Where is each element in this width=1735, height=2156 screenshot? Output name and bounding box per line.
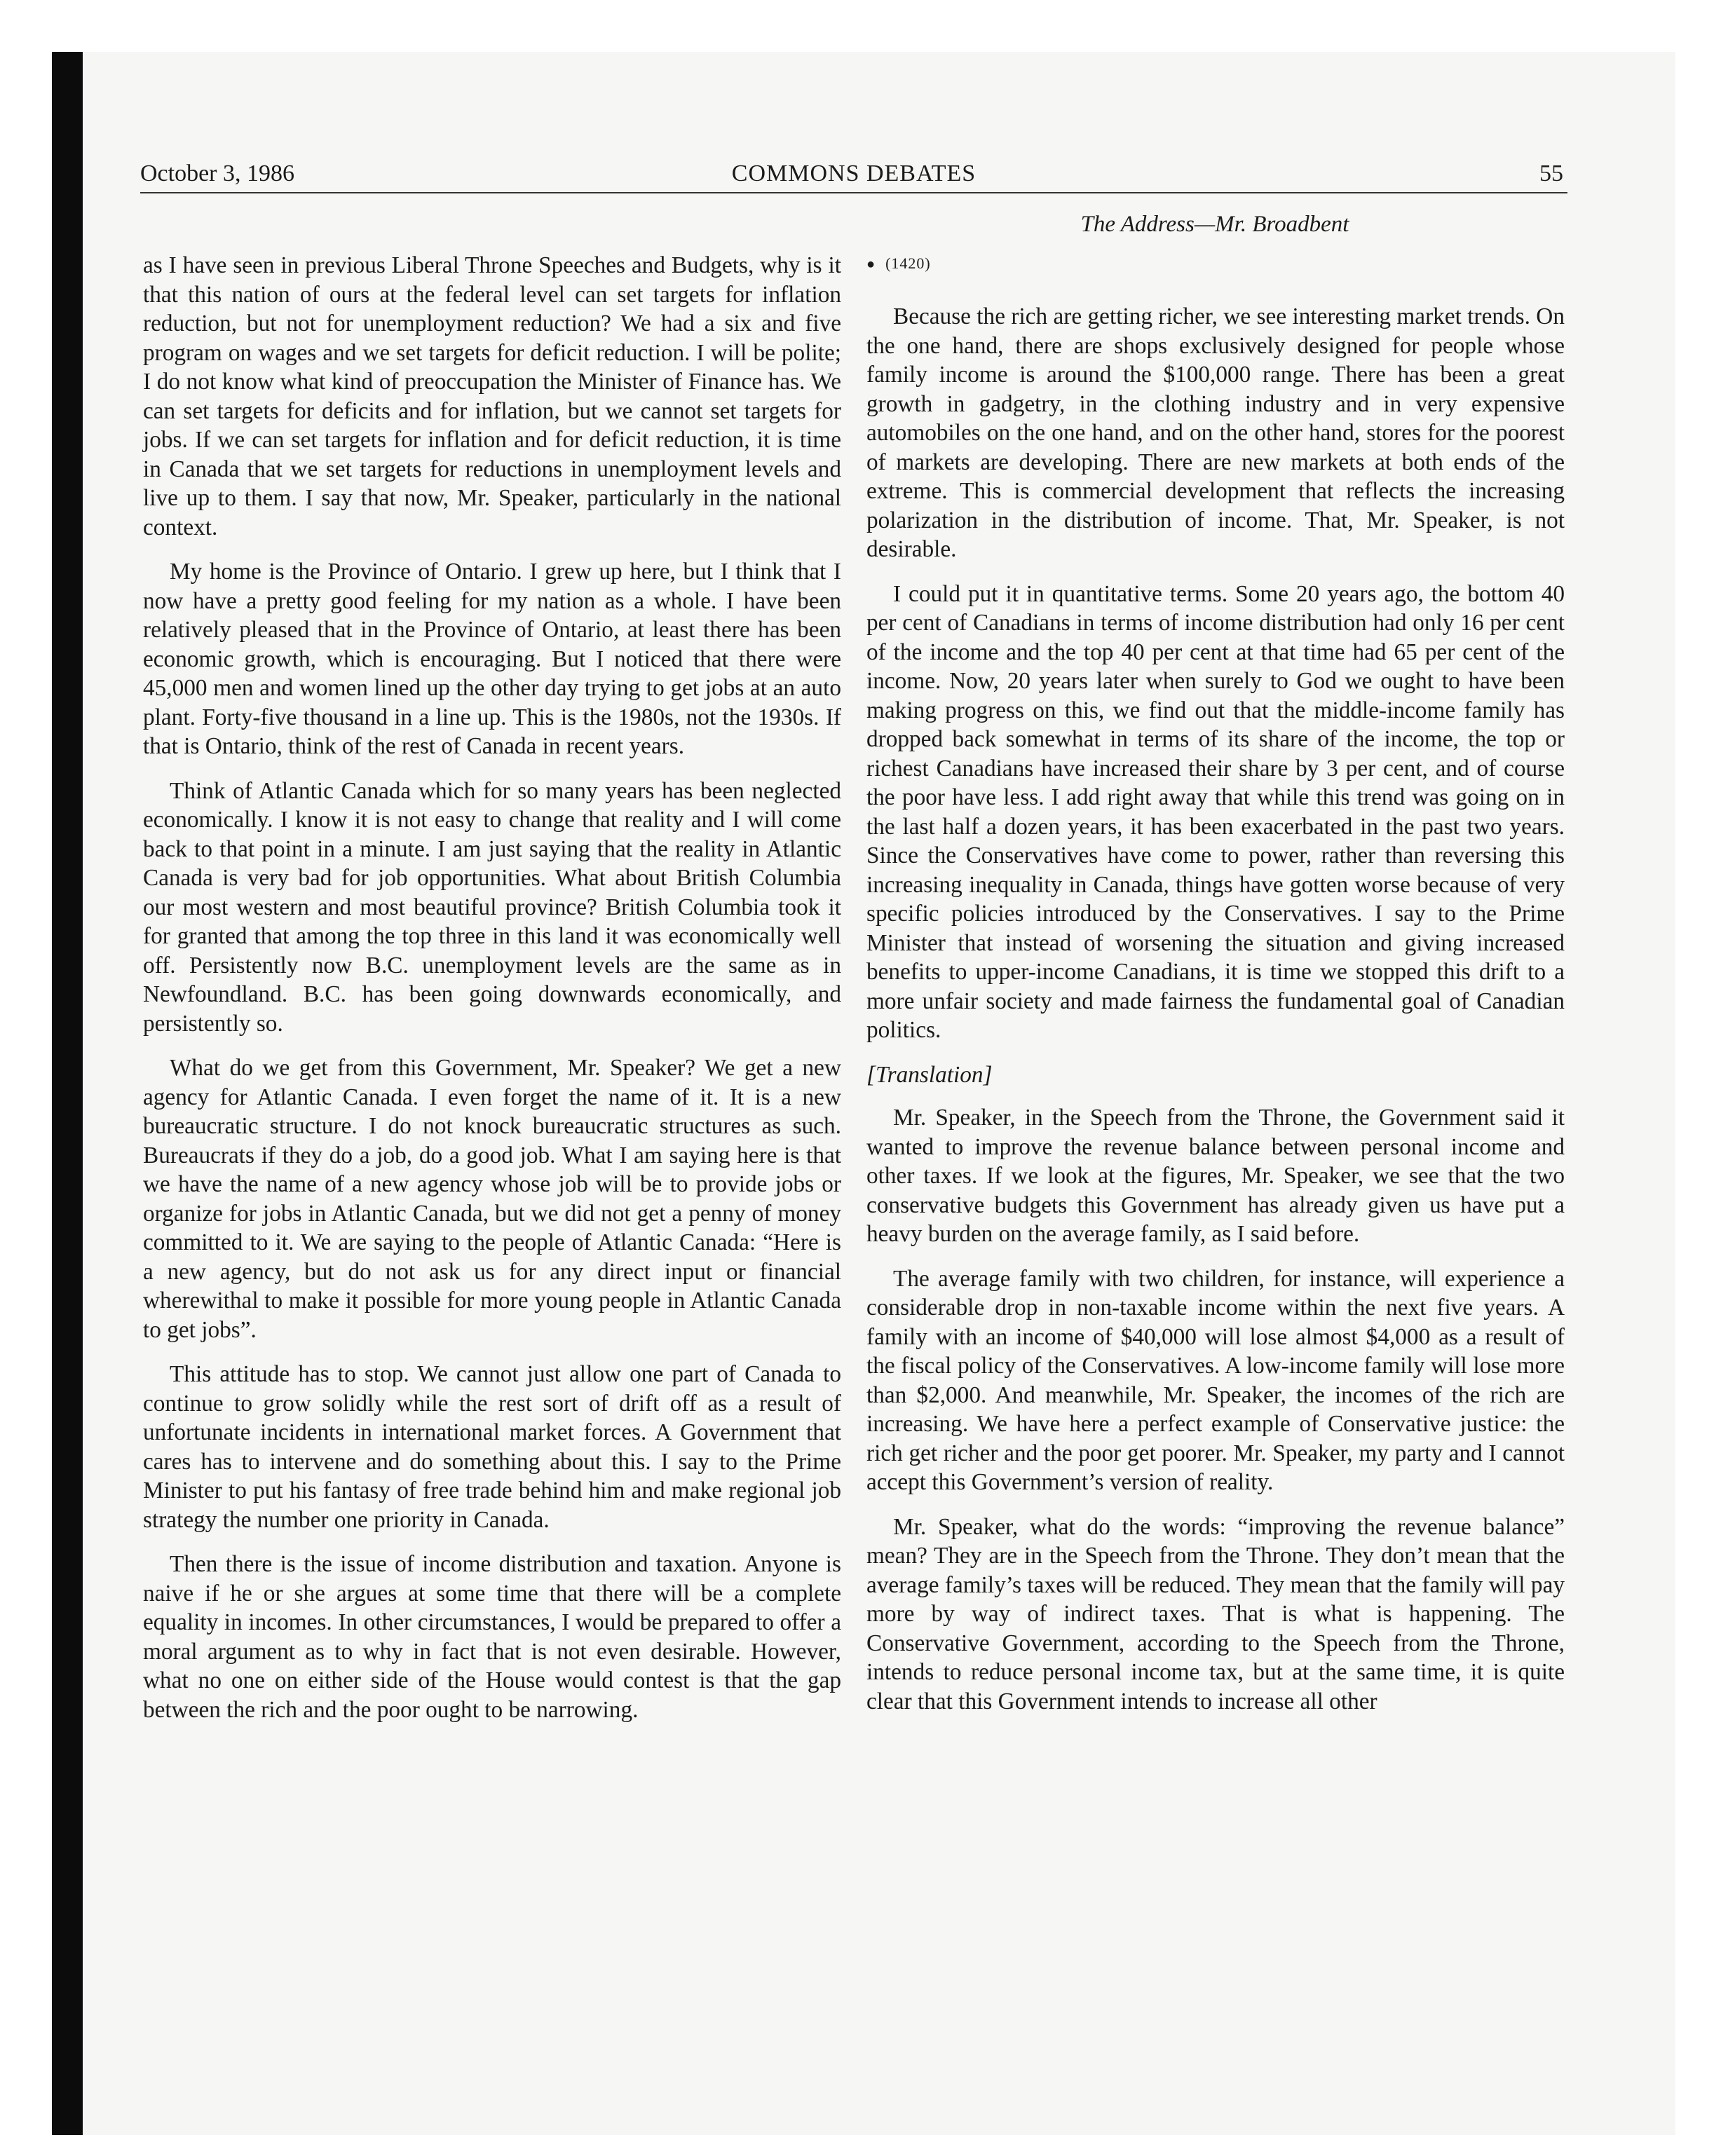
paragraph: What do we get from this Government, Mr. Speaker? We get a new agency for Atlantic Canada. I even forget the name of it. It is a new bureaucratic structure. I do not knock bureaucratic structures as such. Bureaucrats if they do a job, do a good job. What I am saying here is that we have the name of a new agency whose job will be to provide jobs or organize for jobs in Atlantic Canada, but we did not get a penny of money committed to it. We are saying to the people of Atlantic Canada: “Here is a new agency, but do not ask us for any direct input or financial wherewithal to make it possible for more young people in Atlantic Canada to get jobs”. <box>143 1055 841 1343</box>
paragraph: Then there is the issue of income distribution and taxation. Anyone is naive if he or she argues at some time that there will be a complete equality in incomes. In other circumstances, I would be prepared to offer a moral argument as to why in fact that is not even desirable. However, what no one on either side of the House would contest is that the gap between the rich and the poor ought to be narrowing. <box>143 1551 841 1723</box>
publication-title: COMMONS DEBATES <box>731 161 977 186</box>
translation-tag-label: Translation <box>875 1061 984 1088</box>
page-header <box>140 156 1567 193</box>
right-column <box>866 250 1565 1731</box>
paragraph: Mr. Speaker, in the Speech from the Throne, the Government said it wanted to improve the revenue balance between personal income and other taxes. If we look at the figures, Mr. Speaker, we see that the two conservative budgets this Government has already given us have put a heavy burden on the average family, as I said before. <box>866 1105 1565 1247</box>
paragraph: I could put it in quantitative terms. Some 20 years ago, the bottom 40 per cent of Canadians in terms of income distribution had only 16 per cent of the income and the top 40 per cent at that time had 65 per cent of the income. Now, 20 years later when surely to God we ought to have been making progress on this, we find out that the middle-income family has dropped back somewhat in terms of its share of the income, the top or richest Canadians have increased their share by 3 per cent, and of course the poor have less. I add right away that while this trend was going on in the last half a dozen years, it has been exacerbated in the past two years. Since the Conservatives have come to power, rather than reversing this increasing inequality in Canada, things have gotten worse because of very specific policies introduced by the Conservatives. I say to the Prime Minister that instead of worsening the situation and giving increased benefits to upper-income Canadians, it is time we stopped this drift to a more unfair society and made fairness the fundamental goal of Canadian politics. <box>866 580 1565 1043</box>
paragraph: This attitude has to stop. We cannot just allow one part of Canada to continue to grow solidly while the rest sort of drift off as a result of unfortunate incidents in international market forces. A Government that cares has to intervene and do something about this. I say to the Prime Minister to put his fantasy of free trade behind him and make regional job strategy the number one priority in Canada. <box>143 1361 841 1533</box>
translation-tag: [Translation] <box>866 1061 993 1088</box>
paragraph: as I have seen in previous Liberal Throne Speeches and Budgets, why is it that this nation of ours at the federal level can set targets for inflation reduction, but not for unemployment reduction? We had a six and five program on wages and we set targets for deficit reduction. I will be polite; I do not know what kind of preoccupation the Minister of Finance has. We can set targets for deficits and for inflation, but we cannot set targets for jobs. If we can set targets for inflation and for deficit reduction, it is time in Canada that we set targets for reductions in unemployment levels and live up to them. I say that now, Mr. Speaker, particularly in the national context. <box>143 252 841 540</box>
left-column <box>143 251 841 1740</box>
page-number: 55 <box>1539 161 1563 186</box>
paragraph: Because the rich are getting richer, we see interesting market trends. On the one hand, there are shops exclusively designed for people whose family income is around the $100,000 range. There has been a great growth in gadgetry, in the clothing industry and in very expensive automobiles on the one hand, and on the other hand, stores for the poorest of markets are developing. There are new markets at both ends of the extreme. This is commercial development that reflects the increasing polarization in the distribution of income. That, Mr. Speaker, is not desirable. <box>866 303 1565 562</box>
header-date: October 3, 1986 <box>140 161 295 186</box>
time-marker-label: (1420) <box>885 254 931 272</box>
paragraph: Think of Atlantic Canada which for so many years has been neglected economically. I know it is not easy to change that reality and I will come back to that point in a minute. I am just saying that the reality in Atlantic Canada is very bad for job opportunities. What about British Columbia our most western and most beautiful province? British Columbia took it for granted that among the top three in this land it was economically well off. Persistently now B.C. unemployment levels are the same as in Newfoundland. B.C. has been going downwards economically, and persistently so. <box>143 777 841 1037</box>
running-head: The Address—Mr. Broadbent <box>1080 212 1349 237</box>
bullet-icon: ● <box>866 257 876 272</box>
time-marker <box>866 250 1565 278</box>
paragraph: My home is the Province of Ontario. I grew up here, but I think that I now have a pretty good feeling for my nation as a whole. I have been relatively pleased that in the Province of Ontario, at least there has been economic growth, which is encouraging. But I noticed that there were 45,000 men and women lined up the other day trying to get jobs at an auto plant. Forty-five thousand in a line up. This is the 1980s, not the 1930s. If that is Ontario, think of the rest of Canada in recent years. <box>143 559 841 759</box>
binding-edge <box>52 52 83 2135</box>
paragraph: The average family with two children, for instance, will experience a considerable drop in non-taxable income within the next five years. A family with an income of $40,000 will lose almost $4,000 as a result of the fiscal policy of the Conservatives. A low-income family will lose more than $2,000. And meanwhile, Mr. Speaker, the incomes of the rich are increasing. We have here a perfect example of Conservative justice: the rich get richer and the poor get poorer. Mr. Speaker, my party and I cannot accept this Government’s version of reality. <box>866 1265 1565 1495</box>
paragraph: Mr. Speaker, what do the words: “improving the revenue balance” mean? They are in the Speech from the Throne. They don’t mean that the average family’s taxes will be reduced. They mean that the family will pay more by way of indirect taxes. That is what is happening. The Conservative Government, according to the Speech from the Throne, intends to reduce personal income tax, but at the same time, it is quite clear that this Government intends to increase all other <box>866 1513 1565 1714</box>
